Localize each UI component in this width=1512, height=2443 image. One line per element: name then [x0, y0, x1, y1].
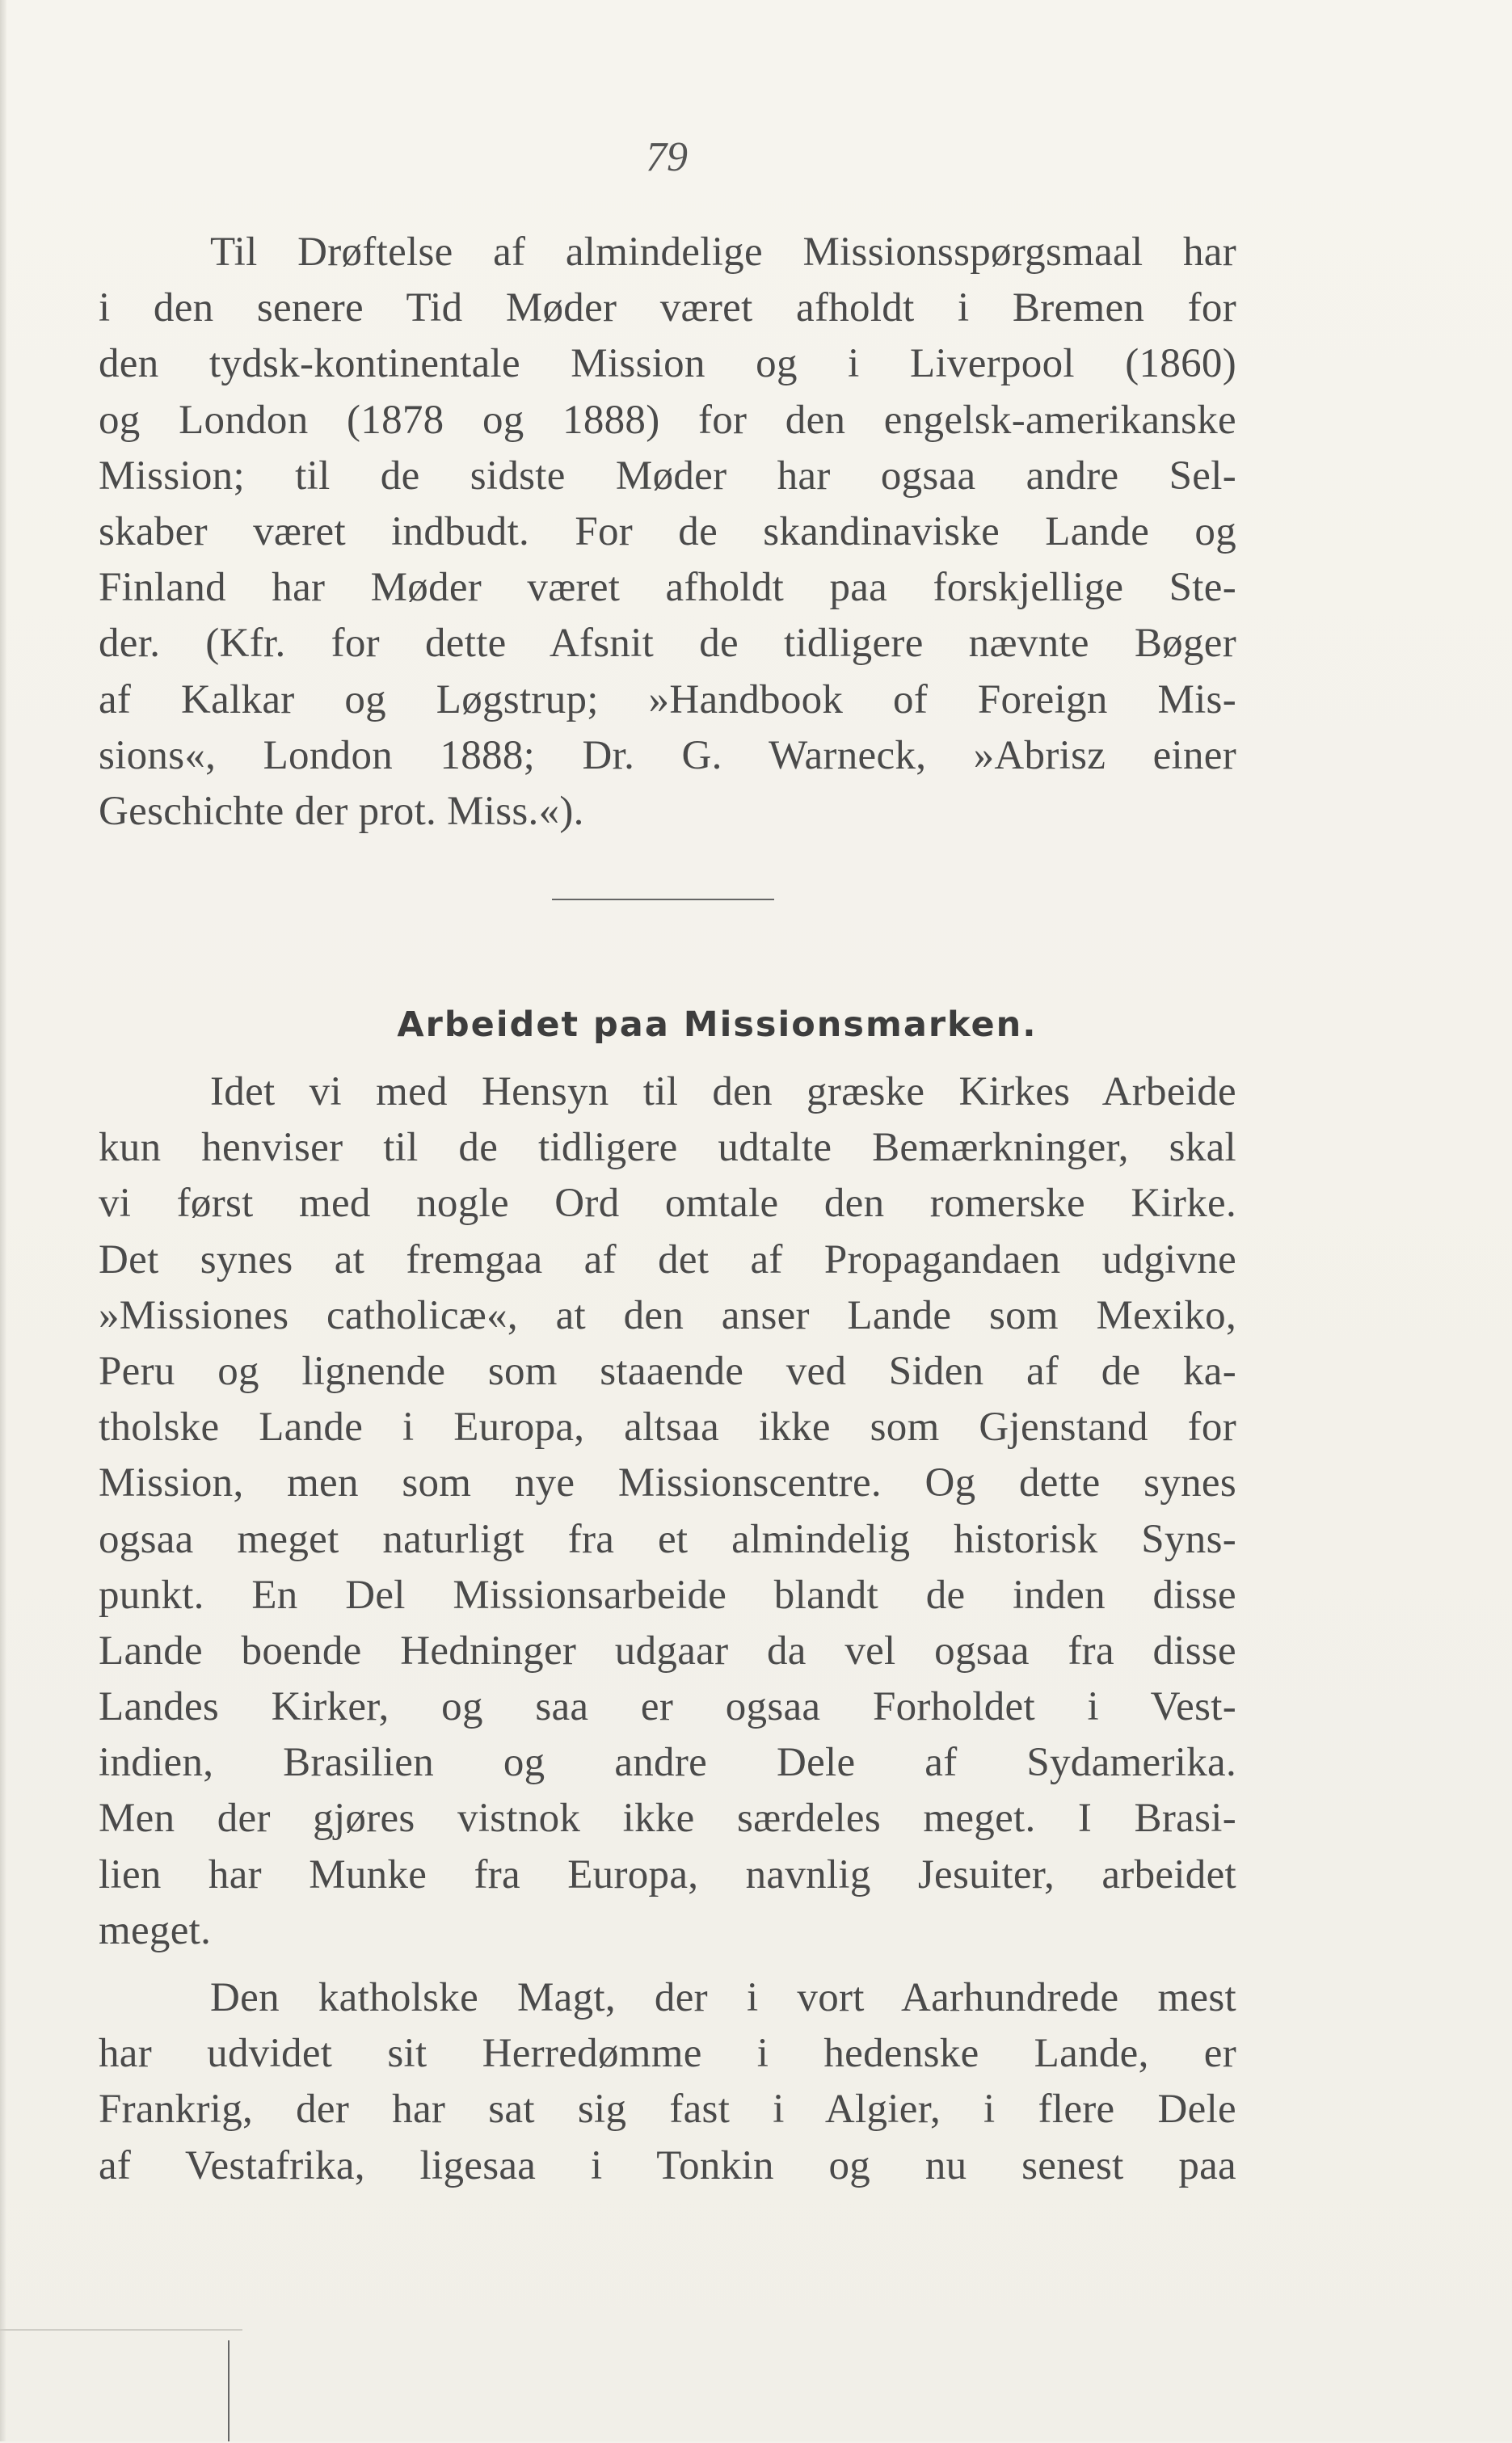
text-line: kun henviser til de tidligere udtalte Bemærkninger, skal [99, 1125, 1236, 1171]
page-left-edge [0, 0, 6, 2441]
text-line: ogsaa meget naturligt fra et almindelig historisk Syns- [99, 1516, 1236, 1562]
text-line: Landes Kirker, og saa er ogsaa Forholdet i Vest- [99, 1684, 1236, 1730]
text-line: Frankrig, der har sat sig fast i Algier, i flere Dele [99, 2087, 1236, 2133]
scan-corner-mark [0, 2329, 242, 2443]
text-line: Til Drøftelse af almindelige Missionsspørgsmaal har [210, 230, 1236, 275]
text-line: den tydsk-kontinentale Mission og i Liverpool (1860) [99, 341, 1236, 387]
text-line: i den senere Tid Møder været afholdt i Bremen for [99, 285, 1236, 331]
text-line: vi først med nogle Ord omtale den romerske Kirke. [99, 1181, 1236, 1227]
text-line: Den katholske Magt, der i vort Aarhundrede mest [210, 1975, 1236, 2020]
text-line: Geschichte der prot. Miss.«). [99, 788, 584, 834]
text-line: Finland har Møder været afholdt paa forskjellige Ste- [99, 565, 1236, 611]
page-number: 79 [646, 134, 688, 180]
text-line: Idet vi med Hensyn til den græske Kirkes Arbeide [210, 1069, 1236, 1114]
text-line: »Missiones catholicæ«, at den anser Lande som Mexiko, [99, 1292, 1236, 1338]
text-line: af Vestafrika, ligesaa i Tonkin og nu senest paa [99, 2142, 1236, 2188]
scan-tick-mark [228, 2340, 230, 2441]
paragraph-2 [99, 1064, 1236, 1959]
text-line: Men der gjøres vistnok ikke særdeles meget. I Brasi- [99, 1796, 1236, 1842]
section-divider [552, 899, 774, 900]
text-line: indien, Brasilien og andre Dele af Sydamerika. [99, 1740, 1236, 1786]
text-line: Det synes at fremgaa af det af Propagandaen udgivne [99, 1236, 1236, 1283]
text-line: sions«, London 1888; Dr. G. Warneck, »Abrisz einer [99, 732, 1236, 778]
text-line: Peru og lignende som staaende ved Siden af de ka- [99, 1348, 1236, 1394]
paragraph-1 [99, 225, 1236, 840]
text-line: lien har Munke fra Europa, navnlig Jesuiter, arbeidet [99, 1851, 1236, 1898]
text-line: og London (1878 og 1888) for den engelsk-amerikanske [99, 397, 1236, 443]
paragraph-3 [99, 1970, 1236, 2194]
text-line: Mission, men som nye Missionscentre. Og dette synes [99, 1460, 1236, 1506]
text-line: punkt. En Del Missionsarbeide blandt de inden disse [99, 1572, 1236, 1618]
text-line: har udvidet sit Herredømme i hedenske Lande, er [99, 2031, 1236, 2077]
text-line: Lande boende Hedninger udgaar da vel ogsaa fra disse [99, 1628, 1236, 1674]
section-heading: Arbeidet paa Missionsmarken. [397, 1005, 1038, 1045]
text-line: Mission; til de sidste Møder har ogsaa andre Sel- [99, 453, 1236, 499]
text-line: af Kalkar og Løgstrup; »Handbook of Foreign Mis- [99, 676, 1236, 722]
text-line: meget. [99, 1907, 212, 1953]
text-line: skaber været indbudt. For de skandinaviske Lande og [99, 508, 1236, 554]
text-line: der. (Kfr. for dette Afsnit de tidligere nævnte Bøger [99, 621, 1236, 667]
text-line: tholske Lande i Europa, altsaa ikke som Gjenstand for [99, 1405, 1236, 1451]
